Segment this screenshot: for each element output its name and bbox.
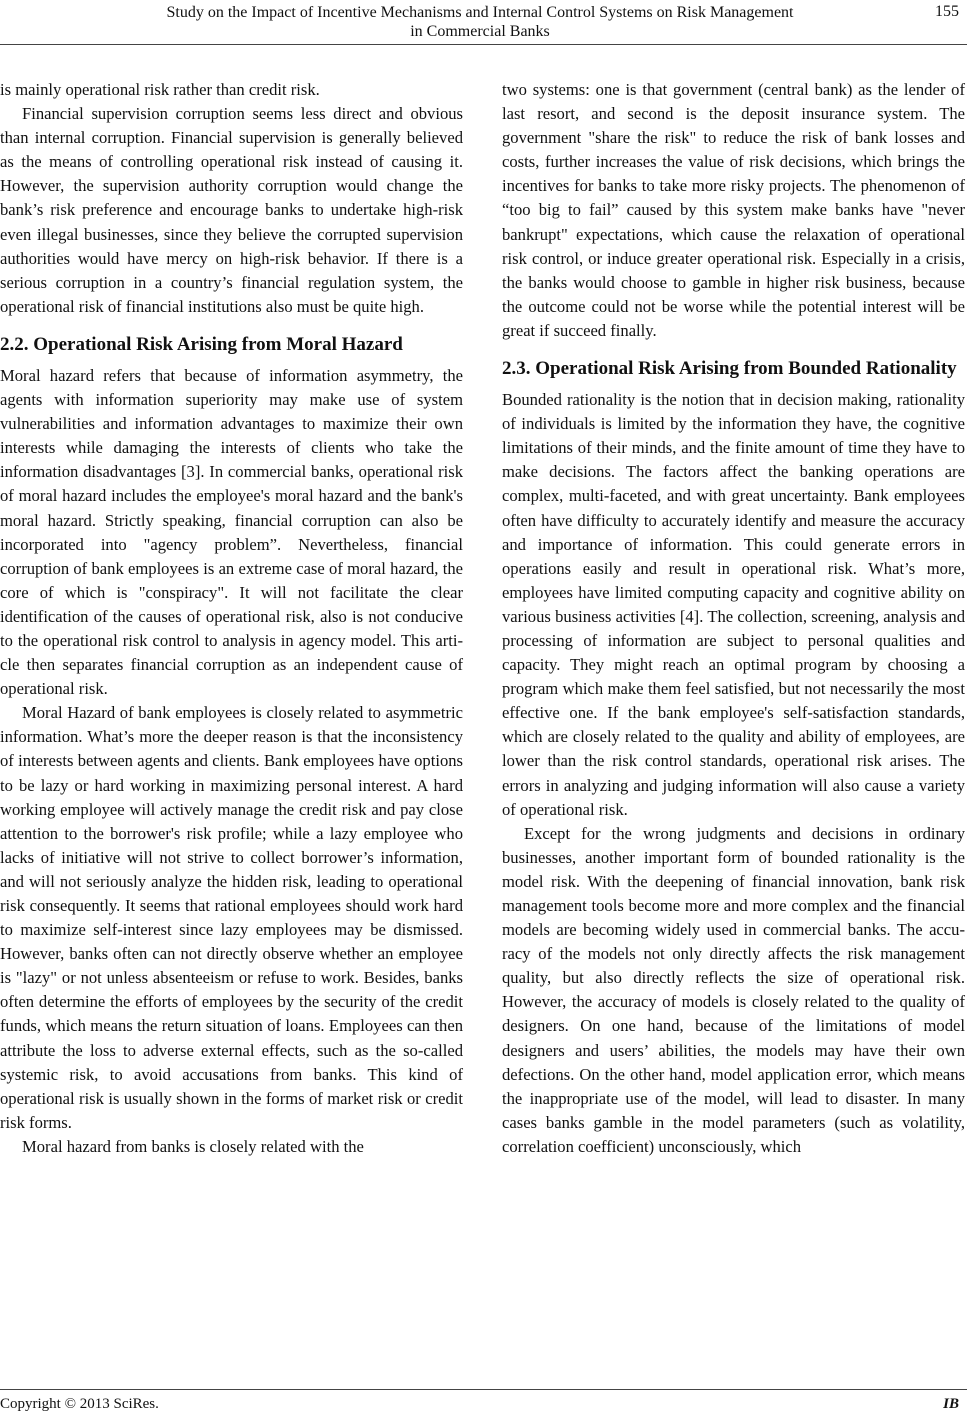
page-number: 155 [935, 3, 959, 20]
paragraph: Bounded rationality is the notion that in decision making, rationality of individuals is limited by the information they have, the cognitive limitations of their minds, and the finite amount of time they have to make decisions. The factors affect the banking operations are complex, multi-faceted, and with great uncertainty. Bank employees often have difficulty to accurately identify and measure the accuracy and importance of information. This could generate errors in operations easily and result in operational risk. What’s more, employees have limited computing capacity and cognitive ability on various business activities [4]. The collection, screening, analysis and processing of information are subject to personal qualities and capacity. They might reach an optimal program by choosing a program which make them feel satisfied, but not necessarily the most effective one. If the bank employee's self-satisfaction standards, which are closely related to the quality and ability of employees, are lower than the risk control standards, operational risk arises. The errors in analyzing and judging information will also cause a variety of operational risk. [502, 390, 965, 819]
paragraph: Moral hazard refers that because of information asymmetry, the agents with information superiority may make use of system vulnerabilities and information advantages to maximize their own interests while damaging the interests of clients who take the information disadvantages [3]. In commercial banks, operational risk of moral hazard includes the employee's moral hazard and the bank's moral hazard. Strictly speaking, financial corruption can also be incorporated into "agency problem”. Nevertheless, financial corruption of bank employees is an extreme case of moral hazard, the core of which is "conspiracy". It will not facilitate the clear identification of the causes of operational risk, also is not conducive to the operational risk control to analysis in agency model. This article then separates financial corruption as an independent cause of operational risk. [0, 365, 463, 699]
page-footer [0, 1389, 967, 1417]
section-heading-2-2: 2.2. Operational Risk Arising from Moral Hazard [0, 333, 403, 355]
left-column [0, 78, 463, 1159]
journal-abbreviation: IB [943, 1396, 959, 1412]
paragraph: two systems: one is that government (central bank) as the lender of last resort, and second is the deposit insurance system. The government "share the risk" to reduce the risk of bank losses and costs, further increases the value of risk decisions, which brings the incentives for banks to take more risky projects. The phenomenon of “too big to fail” caused by this system make banks have "never bankrupt" expectations, which cause the relaxation of operational risk control, or induce greater operational risk. Especially in a crisis, the banks would choose to gamble in higher risk business, because the outcome could not be worse while the potential interest will be great if succeed finally. [502, 80, 965, 340]
paragraph: Moral Hazard of bank employees is closely related to asymmetric information. What’s more the deeper reason is that the inconsistency of interests between agents and clients. Bank employees have options to be lazy or hard working in maximizing personal interest. A hard working employee will actively manage the credit risk and pay close attention to the borrower's risk profile; while a lazy employee who lacks of initiative will not strive to collect borrower’s information, and will not seriously analyze the hidden risk, leading to operational risk consequently. It seems that rational employees should work hard to maximize self-interest since lazy employees may be dismissed. However, banks often can not directly observe whether an employee is "lazy" or not unless absenteeism or refuse to work. Besides, banks often determine the efforts of employees by the security of the credit funds, which means the return situation of loans. Employees can then attribute the loss to adverse external effects, such as the so-called systemic risk, to avoid accusations from banks. This kind of operational risk is usually shown in the forms of market risk or credit risk forms. [0, 703, 463, 1132]
paragraph: Moral hazard from banks is closely related with the [22, 1136, 364, 1156]
copyright-notice: Copyright © 2013 SciRes. [0, 1396, 159, 1412]
running-title [110, 3, 850, 41]
running-title-line-2: in Commercial Banks [410, 23, 550, 40]
running-title-line-1: Study on the Impact of Incentive Mechanisms and Internal Control Systems on Risk Management [166, 4, 794, 21]
page-header [0, 0, 967, 45]
paragraph: Except for the wrong judgments and decisions in ordinary businesses, another important form of bounded rationality is the model risk. With the deepening of financial innovation, bank risk management tools become more and more complex and the financial models are becoming widely used in commercial banks. The accuracy of the models not only directly affects the risk management quality, but also directly reflects the size of operational risk. However, the accuracy of models is closely related to the quality of designers. On one hand, because of the limitations of model designers and users’ abilities, the models may have their own defections. On the other hand, model application error, which means the inappropriate use of the model, will lead to disaster. In many cases banks gamble in the model parameters (such as volatility, correlation coefficient) unconsciously, which [502, 823, 965, 1156]
paragraph: is mainly operational risk rather than credit risk. [0, 80, 320, 99]
section-heading-2-3: 2.3. Operational Risk Arising from Bounded Rationality [502, 358, 957, 380]
right-column [502, 78, 965, 1159]
paragraph: Financial supervision corruption seems less direct and obvious than internal corruption. Financial supervision is generally believed as the means of controlling operational risk instead of causing it. However, the supervision authority corruption would change the bank’s risk preference and encourage banks to undertake high-risk even illegal businesses, since they believe the corrupted supervision authorities would have mercy on high-risk behavior. If there is a serious corruption in a country’s financial regulation system, the operational risk of financial institutions also must be quite high. [0, 104, 463, 316]
